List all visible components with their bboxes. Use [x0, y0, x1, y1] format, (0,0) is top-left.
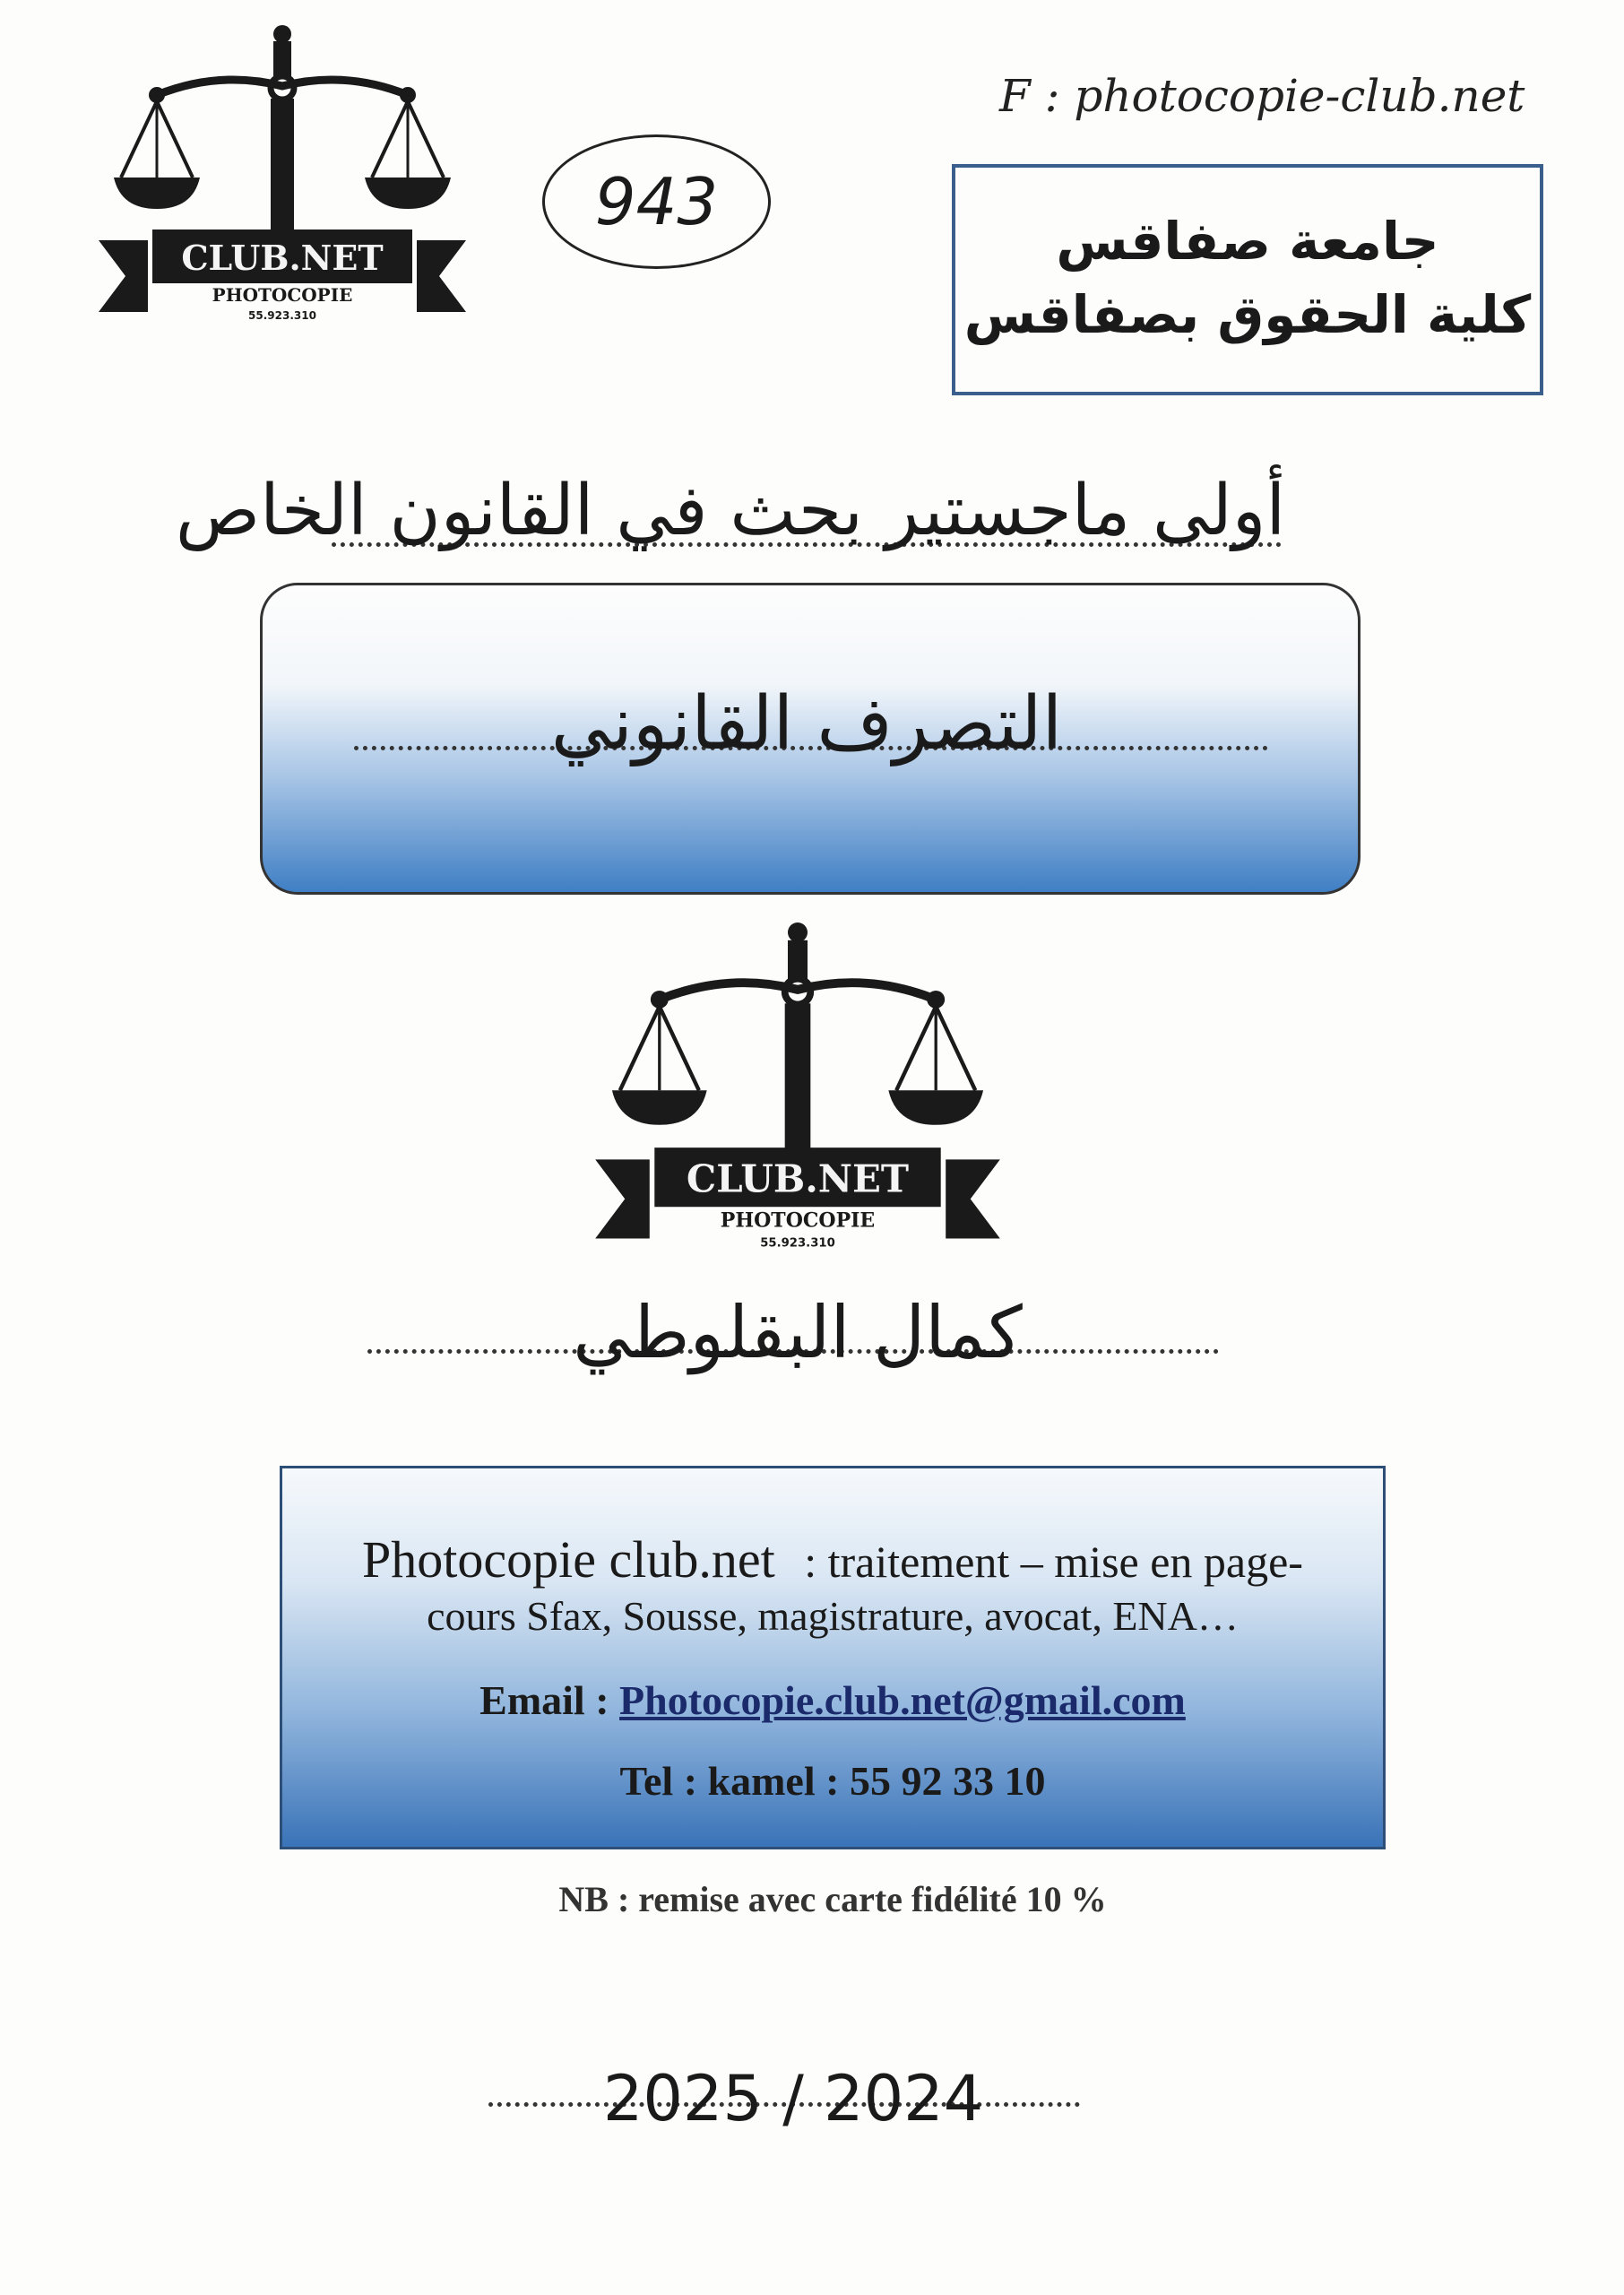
- discount-note: NB : remise avec carte fidélité 10 %: [558, 1879, 1107, 1919]
- logo-brand-text: CLUB.NET: [686, 1156, 910, 1201]
- info-email-line: [282, 1676, 1383, 1724]
- academic-years: 2025 / 2024: [602, 2062, 984, 2135]
- info-brand: Photocopie club.net: [362, 1530, 775, 1589]
- subject-title: التصرف القانوني: [550, 681, 1063, 766]
- logo-subtitle-text: PHOTOCOPIE: [212, 284, 353, 306]
- logo-subtitle-text: PHOTOCOPIE: [720, 1208, 876, 1233]
- university-name: جامعة صفاقس: [1056, 211, 1439, 272]
- email-label: Email :: [479, 1677, 609, 1723]
- club-net-logo-top: [94, 16, 471, 325]
- email-link[interactable]: Photocopie.club.net@gmail.com: [619, 1677, 1186, 1723]
- info-brand-line: [282, 1529, 1383, 1589]
- contact-info-box: [280, 1466, 1386, 1849]
- logo-phone-text: 55.923.310: [248, 309, 316, 322]
- club-net-logo-center: [574, 913, 1022, 1253]
- course-title: أولى ماجستير بحث في القانون الخاص: [175, 471, 1286, 551]
- info-courses: cours Sfax, Sousse, magistrature, avocat, ENA…: [427, 1593, 1239, 1639]
- info-phone: Tel : kamel : 55 92 33 10: [619, 1758, 1046, 1804]
- faculty-name: كلية الحقوق بصفاقس: [963, 284, 1532, 345]
- handwritten-code: 943: [542, 134, 771, 269]
- author-name: كمال البقلوطي: [573, 1291, 1023, 1374]
- source-label: F : photocopie-club.net: [999, 70, 1525, 122]
- logo-brand-text: CLUB.NET: [181, 238, 384, 278]
- logo-phone-text: 55.923.310: [760, 1236, 835, 1251]
- university-box: [952, 164, 1543, 395]
- info-services: : traitement – mise en page-: [804, 1537, 1303, 1587]
